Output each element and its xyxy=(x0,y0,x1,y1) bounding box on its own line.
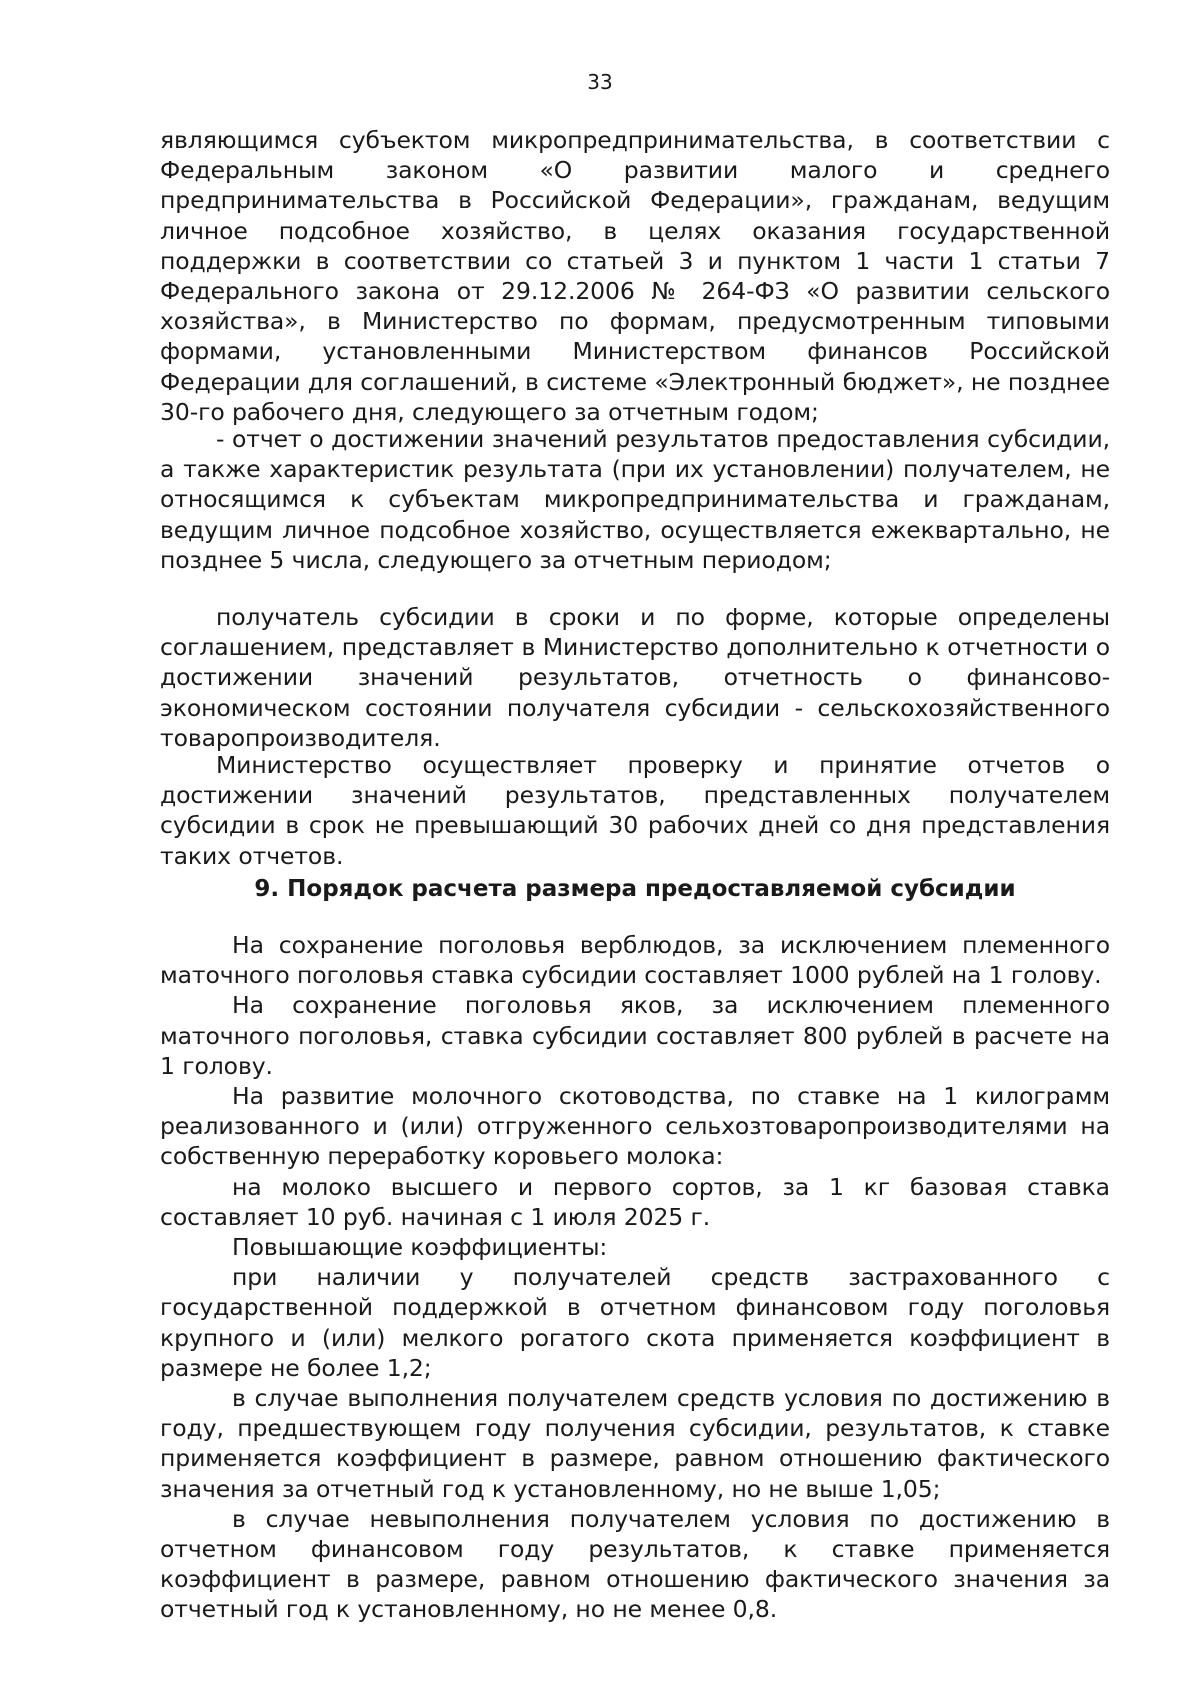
section-paragraph: при наличии у получателей средств застрахованного с государственной поддержкой в отчетном финансовом году поголовья крупного и (или) мелкого рогатого скота применяется коэффициент в размере не более 1,2; xyxy=(160,1263,1110,1382)
section-paragraph: Повышающие коэффициенты: xyxy=(232,1233,608,1262)
page-number: 33 xyxy=(587,70,613,94)
section-paragraph: На сохранение поголовья яков, за исключением племенного маточного поголовья, ставка субсидии составляет 800 рублей в расчете на 1 голову. xyxy=(160,991,1110,1080)
section-heading: 9. Порядок расчета размера предоставляемой субсидии xyxy=(254,876,1016,902)
section-body xyxy=(160,930,1110,1625)
section-paragraph: На развитие молочного скотоводства, по ставке на 1 килограмм реализованного и (или) отгруженного сельхозтоваропроизводителями на собственную переработку коровьего молока: xyxy=(160,1082,1110,1171)
paragraph-block-4 xyxy=(160,750,1110,871)
paragraph-block-1 xyxy=(160,125,1110,427)
section-paragraph: в случае выполнения получателем средств условия по достижению в году, предшествующем году получения субсидии, результатов, к ставке применяется коэффициент в размере, равном отношению фактического значения за отчетный год к установленному, но не выше 1,05; xyxy=(160,1384,1110,1503)
paragraph: Министерство осуществляет проверку и принятие отчетов о достижении значений результатов, представленных получателем субсидии в срок не превышающий 30 рабочих дней со дня представления таких отчетов. xyxy=(160,751,1110,870)
paragraph: - отчет о достижении значений результатов предоставления субсидии, а также характеристик результата (при их установлении) получателем, не относящимся к субъектам микропредпринимательства и гражданам, ведущим личное подсобное хозяйство, осуществляется ежеквартально, не позднее 5 числа, следующего за отчетным периодом; xyxy=(160,425,1110,574)
paragraph: являющимся субъектом микропредпринимательства, в соответствии с Федеральным законом «О развитии малого и среднего предпринимательства в Российской Федерации», гражданам, ведущим личное подсобное хозяйство, в целях оказания государственной поддержки в соответствии со статьей 3 и пунктом 1 части 1 статьи 7 Федерального закона от 29.12.2006 № 264-ФЗ «О развитии сельского хозяйства», в Министерство по формам, предусмотренным типовыми формами, установленными Министерством финансов Российской Федерации для соглашений, в системе «Электронный бюджет», не позднее 30-го рабочего дня, следующего за отчетным годом; xyxy=(160,126,1110,426)
paragraph: получатель субсидии в сроки и по форме, которые определены соглашением, представляет в Министерство дополнительно к отчетности о достижении значений результатов, отчетность о финансово-экономическом состоянии получателя субсидии - сельскохозяйственного товаропроизводителя. xyxy=(160,603,1110,752)
section-paragraph: На сохранение поголовья верблюдов, за исключением племенного маточного поголовья ставка субсидии составляет 1000 рублей на 1 голову. xyxy=(160,931,1110,990)
section-paragraph: на молоко высшего и первого сортов, за 1 кг базовая ставка составляет 10 руб. начиная с 1 июля 2025 г. xyxy=(160,1172,1110,1231)
section-paragraph: в случае невыполнения получателем условия по достижению в отчетном финансовом году результатов, к ставке применяется коэффициент в размере, равном отношению фактического значения за отчетный год к установленному, но не менее 0,8. xyxy=(160,1504,1110,1624)
paragraph-block-3 xyxy=(160,602,1110,753)
paragraph-block-2 xyxy=(160,424,1110,575)
